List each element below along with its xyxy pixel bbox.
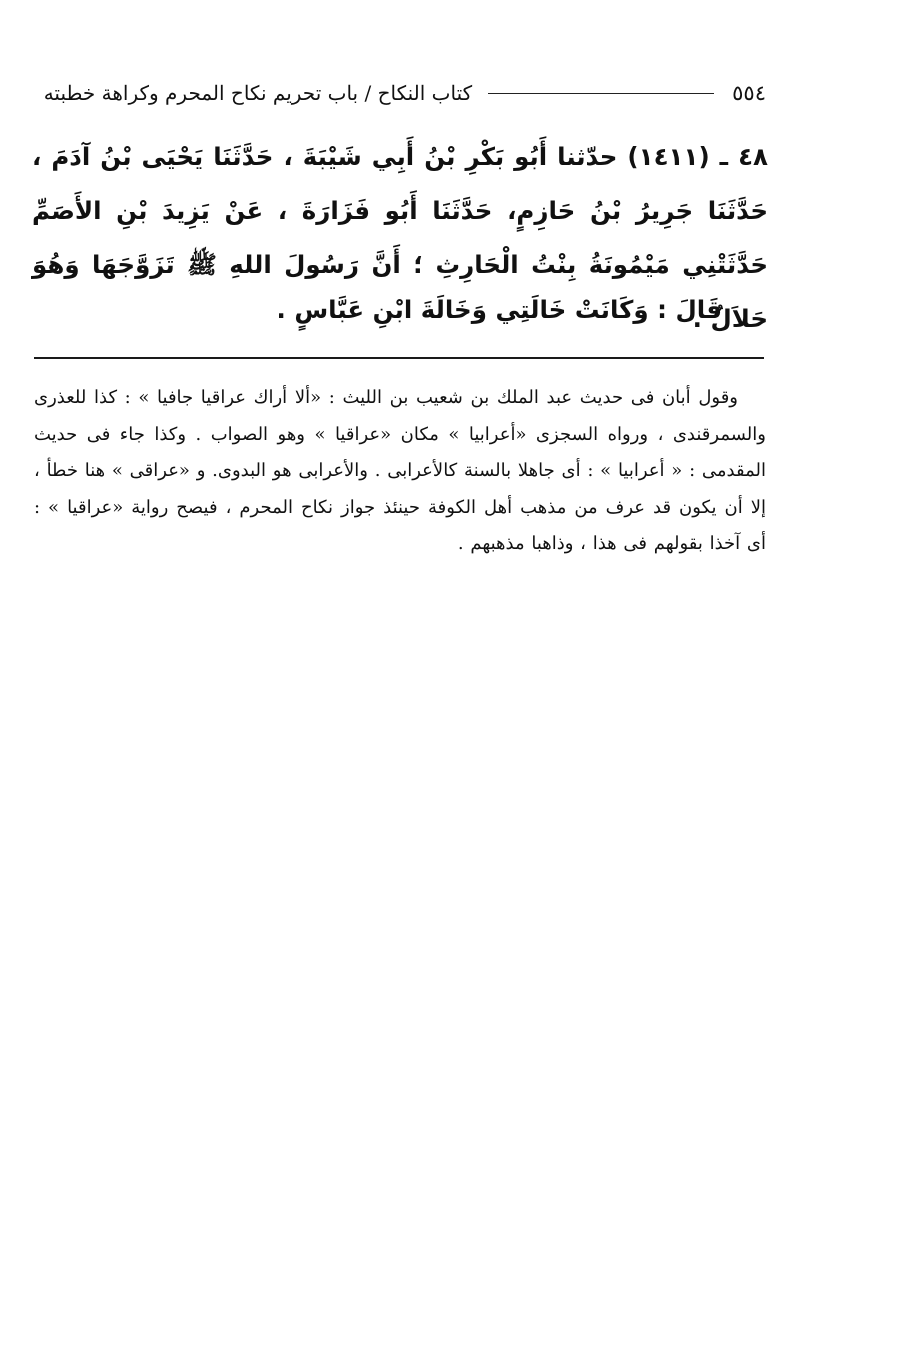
hadith-number: ٤٨ ـ (١٤١١) <box>627 142 768 171</box>
page-number: ٥٥٤ <box>732 81 766 105</box>
hadith-note: قَالَ : وَكَانَتْ خَالَتِي وَخَالَةَ ابْنِ عَبَّاسٍ . <box>276 295 722 324</box>
header-rule <box>488 93 714 94</box>
commentary-paragraph: وقول أبان فى حديث عبد الملك بن شعيب بن الليث : «ألا أراك عراقيا جافيا » : كذا للعذرى والسمرقندى ، ورواه السجزى «أعرابيا » مكان «عراقيا » وهو الصواب . وكذا جاء فى حديث المقدمى : « أعرابيا » : أى جاهلا بالسنة كالأعرابى . والأعرابى هو البدوى. و «عراقى » هنا خطأ ، إلا أن يكون قد عرف من مذهب أهل الكوفة حينئذ جواز نكاح المحرم ، فيصح رواية «عراقيا » : أى آخذا بقولهم فى هذا ، وذاهبا مذهبهم . <box>34 387 766 554</box>
hadith-body: حدّثنا أَبُو بَكْرِ بْنُ أَبِي شَيْبَةَ ، حَدَّثَنَا يَحْيَى بْنُ آدَمَ ، حَدَّثَنَا جَرِيرُ بْنُ حَازِمٍ، حَدَّثَنَا أَبُو فَزَارَةَ ، عَنْ يَزِيدَ بْنِ الأَصَمِّ حَدَّثَتْنِي مَيْمُونَةُ بِنْتُ الْحَارِثِ ؛ أَنَّ رَسُولَ اللهِ ﷺ تَزَوَّجَهَا وَهُوَ حَلاَلٌ . <box>32 142 768 333</box>
footnote-separator <box>34 357 764 359</box>
running-title: كتاب النكاح / باب تحريم نكاح المحرم وكراهة خطبته <box>43 81 473 105</box>
commentary-block <box>34 380 766 563</box>
running-header <box>32 76 766 110</box>
